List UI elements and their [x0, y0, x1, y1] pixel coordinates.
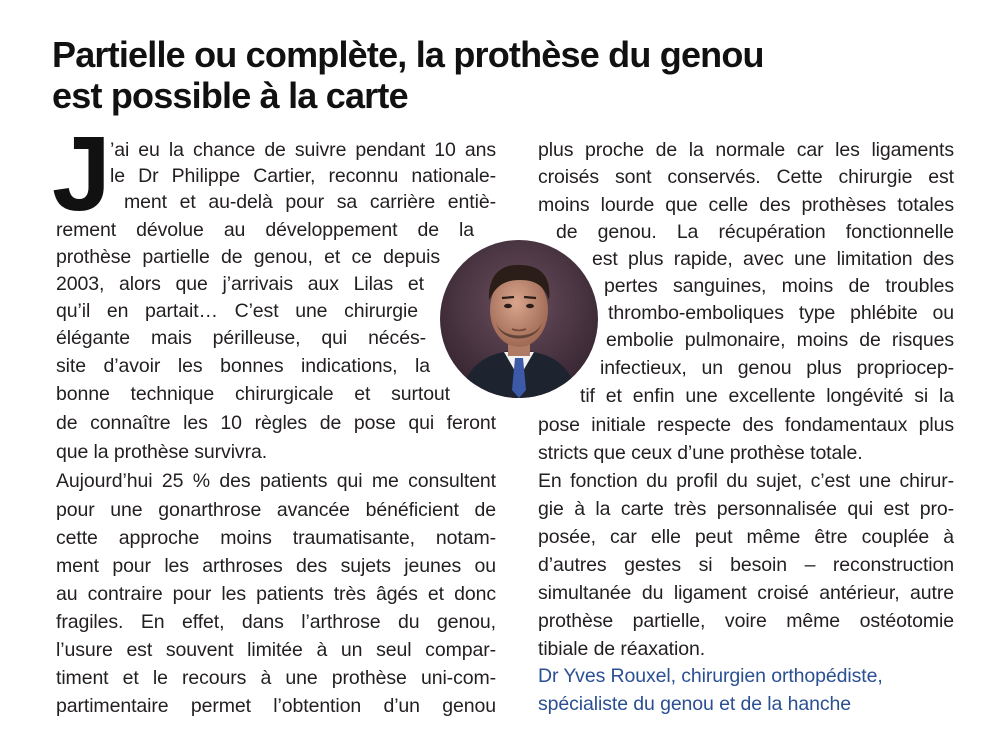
- body-line: simultanée du ligament croisé antérieur, autre: [538, 582, 954, 604]
- body-line: En fonction du profil du sujet, c’est une chirur-: [538, 470, 954, 492]
- body-line: élégante mais périlleuse, qui nécés-: [56, 327, 426, 349]
- portrait-image: [440, 240, 598, 398]
- body-line: tibiale de réaxation.: [538, 638, 706, 660]
- body-line: prothèse partielle, voire même ostéotomie: [538, 610, 954, 632]
- body-line: embolie pulmonaire, moins de risques: [606, 329, 954, 351]
- body-line: au contraire pour les patients très âgés et donc: [56, 583, 496, 605]
- body-line: bonne technique chirurgicale et surtout: [56, 383, 450, 405]
- body-line: tif et enfin une excellente longévité si la: [580, 385, 954, 407]
- body-line: timent et le recours à une prothèse uni-com-: [56, 667, 496, 689]
- author-signature-line: spécialiste du genou et de la hanche: [538, 693, 851, 715]
- body-line: fragiles. En effet, dans l’arthrose du genou,: [56, 611, 496, 633]
- body-line: ment et au-delà pour sa carrière entiè-: [124, 191, 496, 213]
- body-line: qu’il en partait… C’est une chirurgie: [56, 300, 418, 322]
- body-line: ’ai eu la chance de suivre pendant 10 ans: [110, 139, 496, 161]
- drop-cap: J: [52, 115, 111, 233]
- body-line: site d’avoir les bonnes indications, la: [56, 355, 430, 377]
- body-line: croisés sont conservés. Cette chirurgie est: [538, 166, 954, 188]
- body-line: de connaître les 10 règles de pose qui feront: [56, 412, 496, 434]
- body-line: est plus rapide, avec une limitation des: [592, 248, 954, 270]
- body-line: plus proche de la normale car les ligaments: [538, 139, 954, 161]
- body-line: infectieux, un genou plus propriocep-: [600, 357, 954, 379]
- body-line: ment pour les arthroses des sujets jeunes ou: [56, 555, 496, 577]
- body-line: d’autres gestes si besoin – reconstruction: [538, 554, 954, 576]
- body-line: prothèse partielle de genou, et ce depuis: [56, 246, 440, 268]
- body-line: cette approche moins traumatisante, notam-: [56, 527, 496, 549]
- body-line: le Dr Philippe Cartier, reconnu nationale-: [110, 165, 496, 187]
- body-line: stricts que ceux d’une prothèse totale.: [538, 442, 863, 464]
- author-signature-line: Dr Yves Rouxel, chirurgien orthopédiste,: [538, 665, 883, 687]
- article-title: [52, 34, 764, 116]
- body-line: que la prothèse survivra.: [56, 441, 268, 463]
- body-line: l’usure est souvent limitée à un seul compar-: [56, 639, 496, 661]
- body-line: pertes sanguines, moins de troubles: [604, 275, 954, 297]
- body-line: gie à la carte très personnalisée qui est pro-: [538, 498, 954, 520]
- author-portrait: [440, 240, 598, 398]
- body-line: rement dévolue au développement de la: [56, 219, 474, 241]
- article-title-line: est possible à la carte: [52, 75, 408, 116]
- body-line: posée, car elle peut même être couplée à: [538, 526, 954, 548]
- body-line: 2003, alors que j’arrivais aux Lilas et: [56, 273, 424, 295]
- body-line: de genou. La récupération fonctionnelle: [556, 221, 954, 243]
- body-line: pose initiale respecte des fondamentaux plus: [538, 414, 954, 436]
- body-line: pour une gonarthrose avancée bénéficient de: [56, 499, 496, 521]
- body-line: moins lourde que celle des prothèses totales: [538, 194, 954, 216]
- body-line: Aujourd’hui 25 % des patients qui me consultent: [56, 470, 496, 492]
- body-line: partimentaire permet l’obtention d’un genou: [56, 695, 496, 717]
- body-line: thrombo-emboliques type phlébite ou: [608, 302, 954, 324]
- article-title-line: Partielle ou complète, la prothèse du genou: [52, 34, 764, 75]
